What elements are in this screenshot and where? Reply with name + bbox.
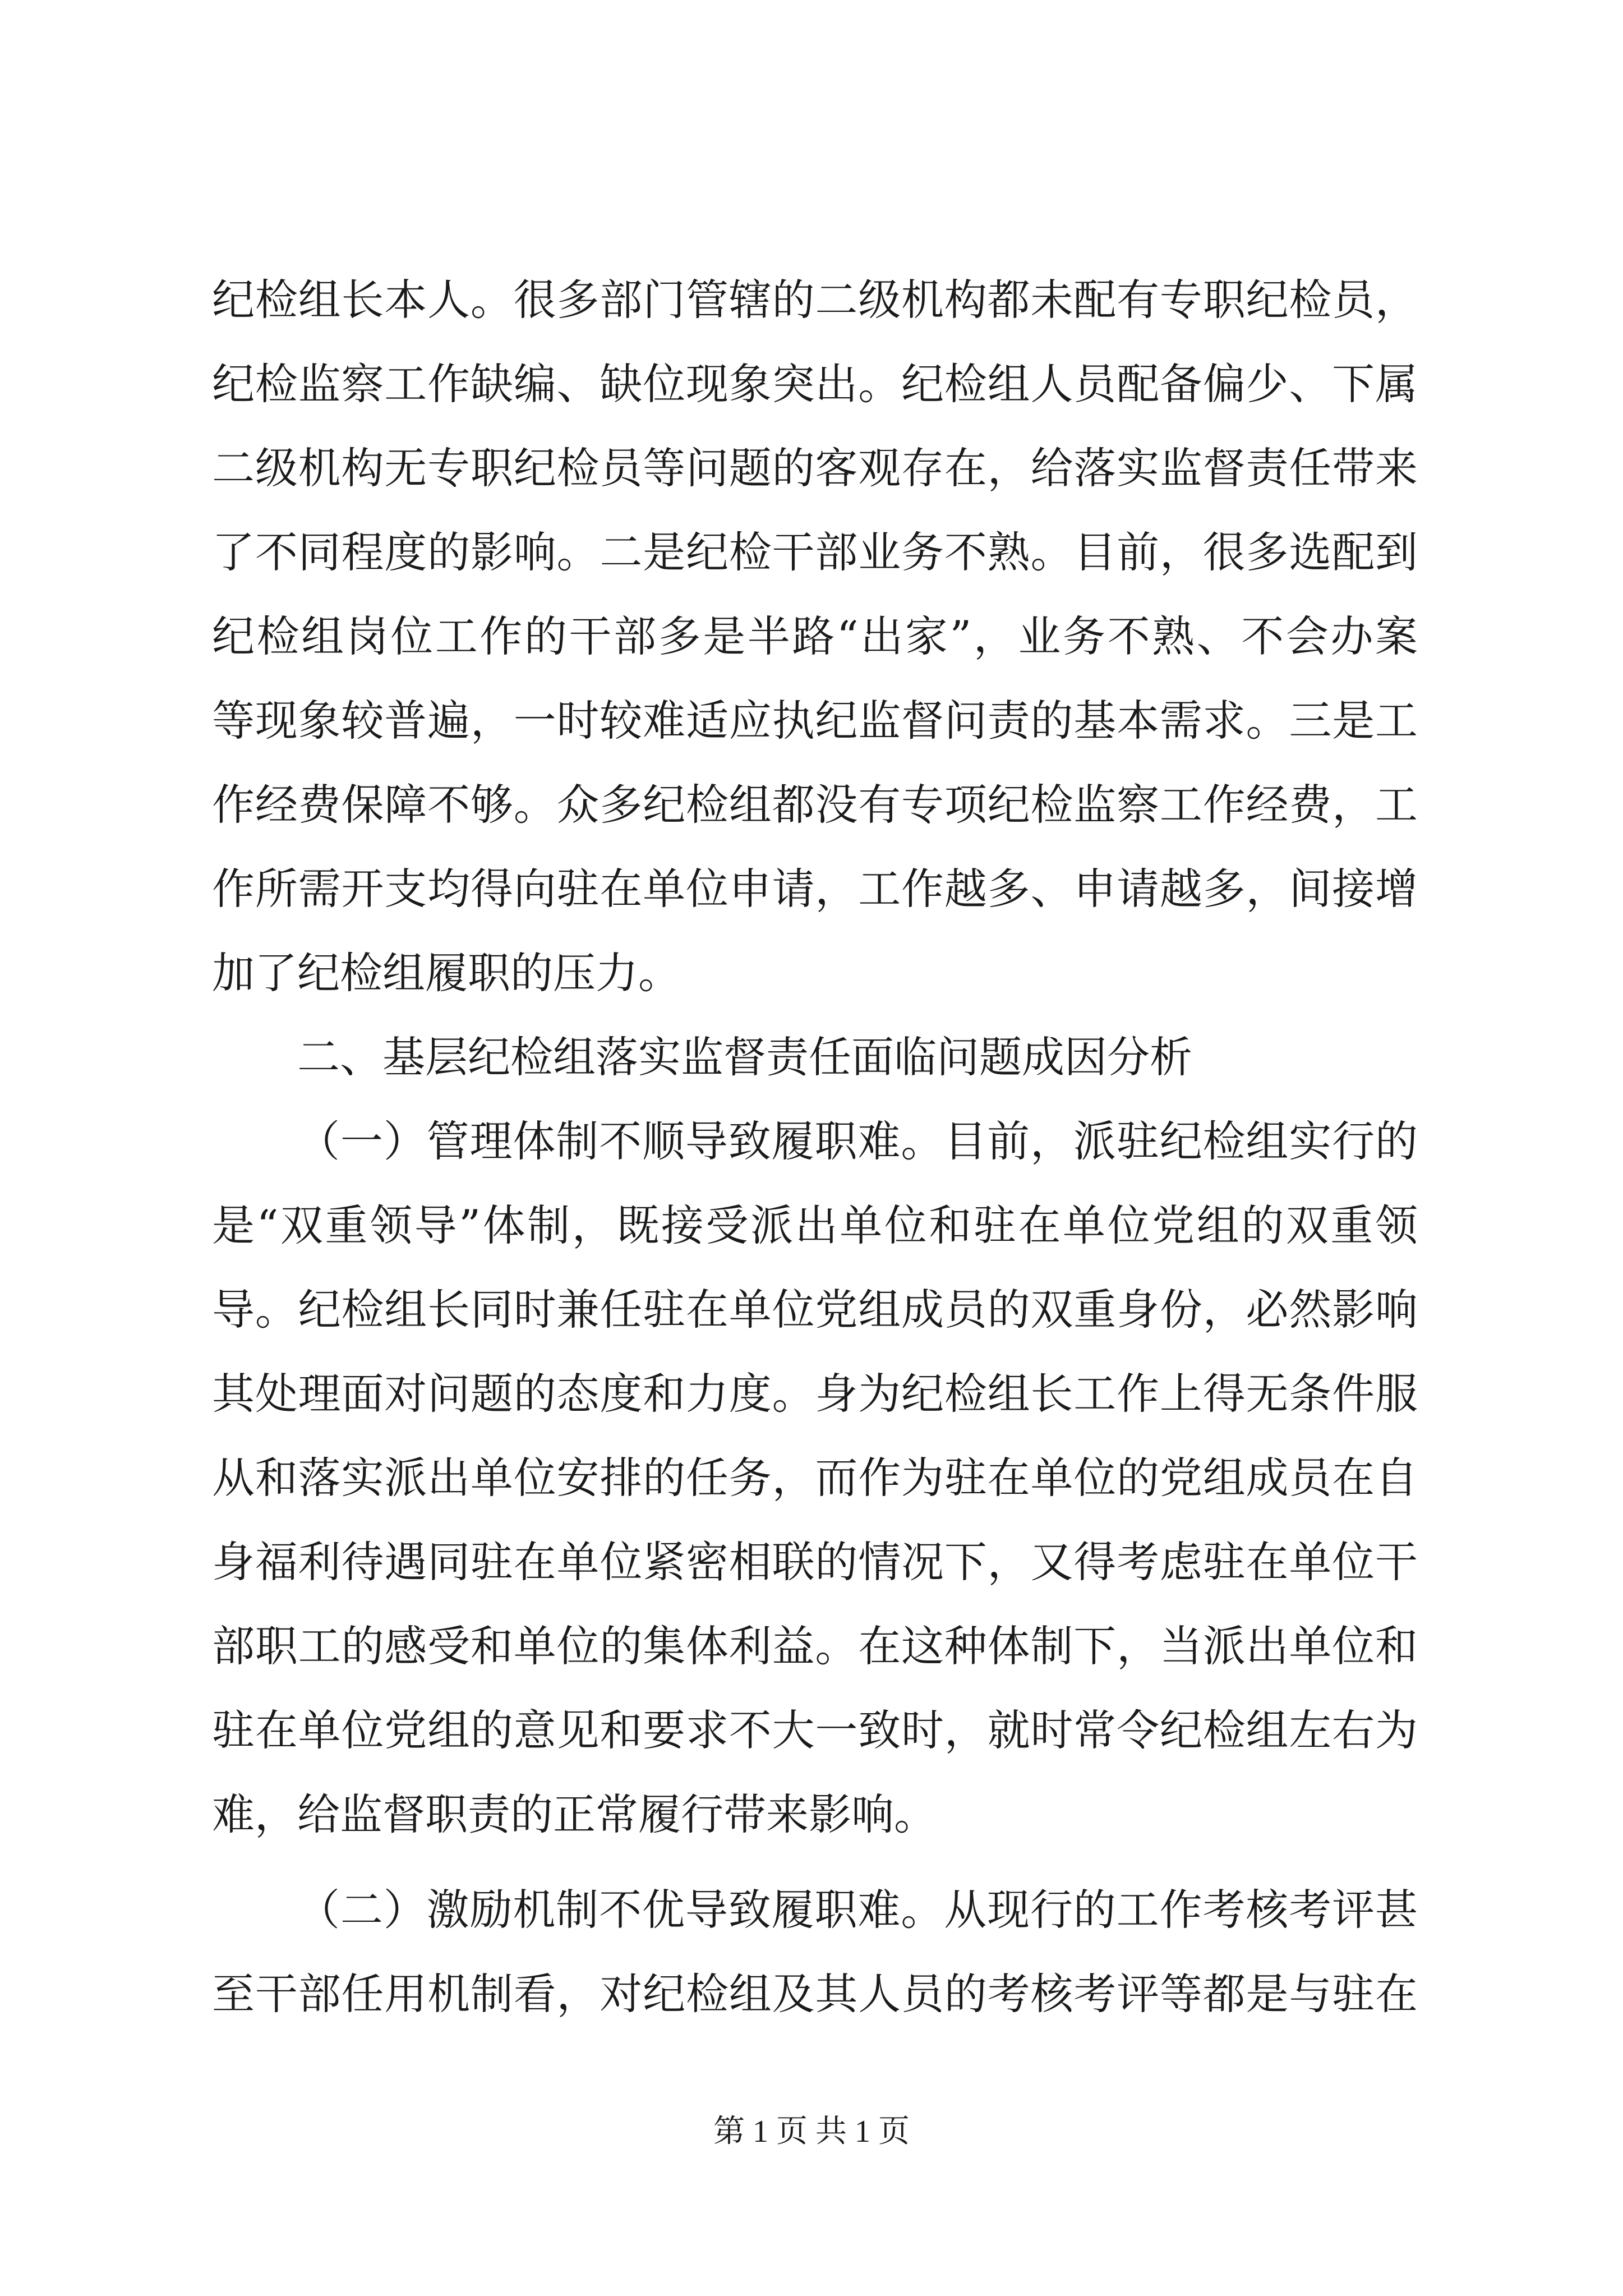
body-line-16: 身福利待遇同驻在单位紧密相联的情况下，又得考虑驻在单位干 [212, 1537, 1418, 1587]
body-line-14: 其处理面对问题的态度和力度。身为纪检组长工作上得无条件服 [212, 1369, 1418, 1419]
page-number-footer: 第 1 页 共 1 页 [713, 2114, 910, 2149]
body-line-3: 二级机构无专职纪检员等问题的客观存在，给落实监督责任带来 [212, 443, 1418, 493]
body-line-6: 等现象较普遍，一时较难适应执纪监督问责的基本需求。三是工 [212, 696, 1418, 746]
body-line-21: 至干部任用机制看，对纪检组及其人员的考核考评等都是与驻在 [212, 1969, 1418, 2019]
body-line-13: 导。纪检组长同时兼任驻在单位党组成员的双重身份，必然影响 [212, 1285, 1418, 1335]
body-line-2: 纪检监察工作缺编、缺位现象突出。纪检组人员配备偏少、下属 [212, 359, 1418, 409]
body-line-17: 部职工的感受和单位的集体利益。在这种体制下，当派出单位和 [212, 1621, 1418, 1671]
body-line-8: 作所需开支均得向驻在单位申请，工作越多、申请越多，间接增 [212, 864, 1418, 914]
body-line-11: （一）管理体制不顺导致履职难。目前，派驻纪检组实行的 [297, 1116, 1418, 1166]
body-line-15: 从和落实派出单位安排的任务，而作为驻在单位的党组成员在自 [212, 1453, 1418, 1503]
body-line-9: 加了纪检组履职的压力。 [212, 948, 681, 998]
body-line-20: （二）激励机制不优导致履职难。从现行的工作考核考评甚 [297, 1885, 1418, 1935]
section-heading: 二、基层纪检组落实监督责任面临问题成因分析 [297, 1032, 1192, 1082]
body-line-19: 难，给监督职责的正常履行带来影响。 [212, 1789, 937, 1839]
body-line-1: 纪检组长本人。很多部门管辖的二级机构都未配有专职纪检员， [212, 275, 1418, 325]
body-line-12: 是“双重领导”体制，既接受派出单位和驻在单位党组的双重领 [212, 1200, 1418, 1250]
body-line-5: 纪检组岗位工作的干部多是半路“出家”，业务不熟、不会办案 [212, 611, 1418, 661]
body-line-4: 了不同程度的影响。二是纪检干部业务不熟。目前，很多选配到 [212, 527, 1418, 577]
body-line-18: 驻在单位党组的意见和要求不大一致时，就时常令纪检组左右为 [212, 1705, 1418, 1755]
body-line-7: 作经费保障不够。众多纪检组都没有专项纪检监察工作经费，工 [212, 780, 1418, 830]
